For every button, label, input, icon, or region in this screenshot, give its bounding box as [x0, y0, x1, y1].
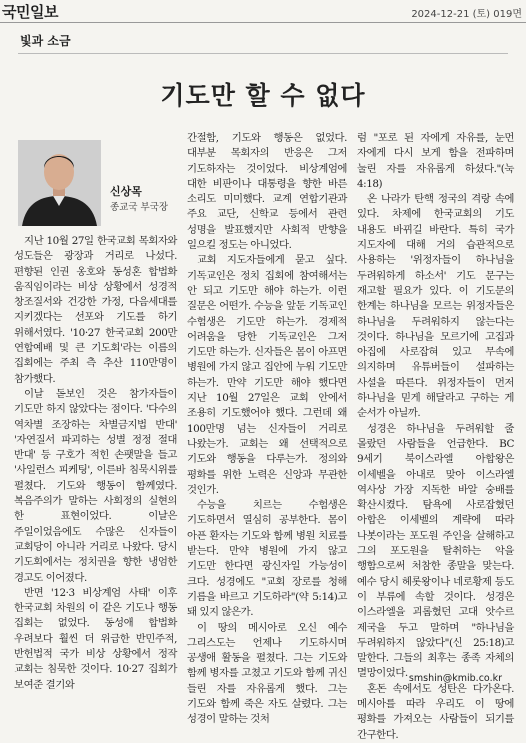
- article-headline: 기도만 할 수 없다: [160, 81, 366, 110]
- paragraph: 성경은 하나님을 두려워할 줄 몰랐던 사람들을 언급한다. BC 9세기 북이스라엘 아합왕은 이세벨을 아내로 맞아 이스라엘 역사상 가장 지독한 바알 숭배를 확산시켰다. 탐욕에 사로잡혔던 아합은 이세벨의 계략에 따라 나봇이라는 포도원 주인을 살해하고 그의 포도원을 탈취하는 악을 행함으로써 처참한 종말을 맞는다. 예수 당시 헤롯왕이나 네로황제 등도 이 부류에 속할 것이다. 성경은 이스라엘을 괴롭혔던 고대 앗수르 제국을 두고 말하며 "하나님을 두려워하지 않았다"(신 25:18)고 말한다. 그들의 최후는 종족 자체의 멸망이었다.: [357, 422, 514, 680]
- paragraph: 수능을 치르는 수험생은 기도하면서 열심히 공부한다. 몸이 아픈 환자는 기도와 함께 병원 치료를 받는다. 만약 병원에 가지 않고 기도만 한다면 광신자일 가능성이 크다. 성경에도 "교회 장로를 청해 기름을 바르고 기도하라"(약 5:14)고 돼 있지 않은가.: [187, 499, 347, 619]
- section-title: 빛과 소금: [20, 34, 71, 48]
- issue-date: 2024-12-21 (토) 019면: [411, 9, 522, 20]
- masthead-divider: [0, 22, 526, 23]
- paragraph: 혼돈 속에서도 성탄은 다가온다. 메시아를 따라 우리도 이 땅에 평화를 가져오는 사람들이 되기를 간구한다.: [357, 682, 514, 741]
- article-column-2: [187, 131, 347, 728]
- section-divider: [18, 53, 508, 54]
- author-photo: [18, 140, 101, 226]
- newspaper-logo: 국민일보: [2, 3, 58, 21]
- paragraph: 온 나라가 탄핵 정국의 격랑 속에 있다. 차제에 한국교회의 기도 내용도 바뀌길 바란다. 특히 국가 지도자에 대해 거의 습관적으로 사용하는 '위정자들이 하나님을 두려워하게 하소서' 기도 문구는 재고할 필요가 있다. 이 기도문의 한계는 하나님을 모르는 위정자들은 하나님을 두려워하지 않는다는 것이다. 하나님을 모르기에 고집과 아집에 사로잡혀 있고 무속에 의지하며 유튜버들이 설파하는 사설을 따른다. 위정자들이 먼저 하나님을 믿게 해달라고 구하는 게 순서가 아닐까.: [357, 193, 514, 420]
- paragraph: 럼 "포로 된 자에게 자유를, 눈먼 자에게 다시 보게 함을 전파하며 눌린 자를 자유롭게 하셨다."(눅 4:18): [357, 132, 514, 190]
- masthead: [0, 0, 526, 22]
- paragraph: 교회 지도자들에게 묻고 싶다. 기독교인은 정치 집회에 참여해서는 안 되고 기도만 해야 하는가. 이런 질문은 어떤가. 수능을 앞둔 기독교인 수험생은 기도만 하는가. 경제적 어려움을 당한 기독교인은 그저 기도만 하는가. 신자들은 몸이 아프면 병원에 가지 않고 집안에 누워 기도만 하는가. 만약 기도만 해야 했다면 지난 10월 27일은 교회 안에서 조용히 기도했어야 했다. 그런데 왜 100만명 넘는 신자들이 거리로 나왔는가. 교회는 왜 선택적으로 기도와 행동을 다루는가. 정의와 평화를 위한 노력은 신앙과 무관한 것인가.: [187, 254, 347, 496]
- author-role: 종교국 부국장: [110, 202, 169, 213]
- article-column-1: [14, 234, 177, 693]
- paragraph: 이날 돋보인 것은 참가자들이 기도만 하지 않았다는 점이다. '다수의 역차별 조장하는 차별금지법 반대' '자연질서 파괴하는 성별 정정 절대 반대' 등 구호가 적힌 손팻말을 들고 '사일런스 피케팅', 이른바 침묵시위를 펼쳤다. 기도와 행동이 함께였다. 복음주의가 말하는 사회정의 실현의 한 표현이었다. 이날은 주일이었음에도 수많은 신자들이 교회당이 아니라 거리로 나왔다. 당시 기도회에서는 정치권을 향한 냉엄한 경고도 이어졌다.: [14, 387, 177, 584]
- paragraph: 지난 10월 27일 한국교회 목회자와 성도들은 광장과 거리로 나섰다. 편향된 인권 옹호와 동성혼 합법화 움직임이라는 비상 상황에서 성경적 창조질서와 건강한 가정, 다음세대를 지키겠다는 선포와 기도를 하기 위해서였다. '10·27 한국교회 200만 연합예배 및 큰 기도회'라는 이름의 집회에는 주최 측 추산 110만명이 참가했다.: [14, 235, 177, 385]
- paragraph: 반면 '12·3 비상계엄 사태' 이후 한국교회 차원의 이 같은 기도나 행동 집회는 없었다. 동성애 합법화 우려보다 훨씬 더 위급한 반민주적, 반헌법적 국가 비상 상황에서 정작 교회는 침묵한 것이다. 10·27 집회가 보여준 결기와: [14, 586, 177, 691]
- article-column-3: [357, 131, 514, 743]
- author-name: 신상목: [110, 185, 142, 198]
- author-email: smshin@kmib.co.kr: [408, 673, 502, 684]
- paragraph: 이 땅의 메시아로 오신 예수 그리스도는 언제나 기도하시며 공생애 활동을 펼쳤다. 그는 기도와 함께 병자를 고쳤고 기도와 함께 귀신 들린 자를 자유롭게 했다. 그는 기도와 함께 죽은 자도 살렸다. 그는 성경이 말하는 것처: [187, 621, 347, 726]
- paragraph: 간절함, 기도와 행동은 없었다. 대부분 목회자의 반응은 그저 기도하자는 것이었다. 비상계엄에 대한 비판이나 대통령을 향한 바른 소리도 미미했다. 교계 연합기관과 주요 교단, 신학교 등에서 관련 성명을 발표했지만 사회적 반향을 일으킬 정도는 아니었다.: [187, 132, 347, 252]
